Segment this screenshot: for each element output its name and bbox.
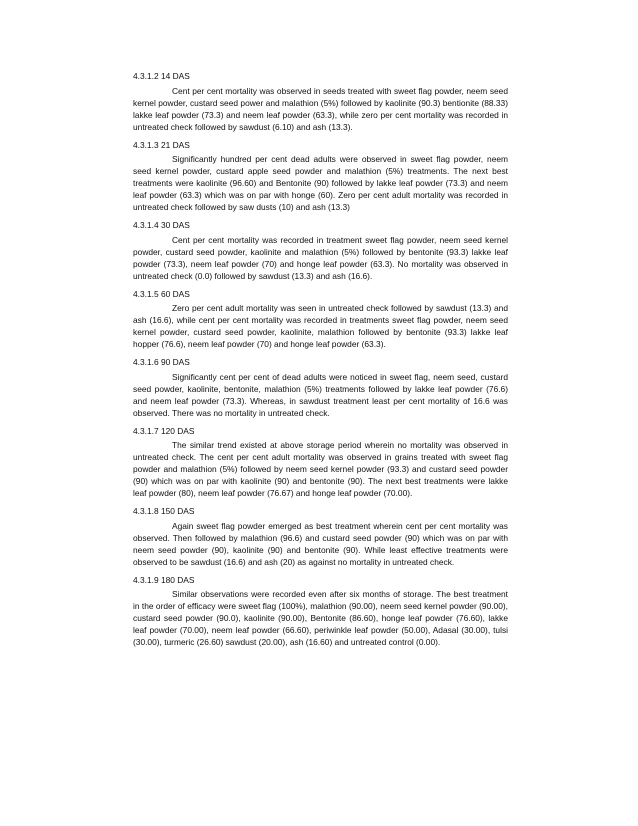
- section-heading: 4.3.1.3 21 DAS: [133, 139, 190, 150]
- section-heading: 4.3.1.6 90 DAS: [133, 357, 190, 368]
- section-paragraph: Cent per cent mortality was recorded in treatment sweet flag powder, neem seed kernel powder, custard seed powder, kaolinite and malathion (5%) followed by bentonite (93.3) lakke leaf powder (73.3), neem leaf powder (70) and honge leaf powder (63.3). No mortality was observed in untreated check (0.0) followed by sawdust (13.3) and ash (16.6).: [133, 234, 508, 281]
- section-paragraph: Significantly hundred per cent dead adults were observed in sweet flag powder, neem seed kernel powder, custard apple seed powder and malathion (5%) treatments. The next best treatments were kaolinite (96.60) and Bentonite (90) followed by lakke leaf powder (73.3) and neem leaf powder (63.3) which was on par with honge (60). Zero per cent adult mortality was recorded in untreated check followed by saw dusts (10) and ash (13.3): [133, 154, 508, 213]
- section-30-das: [133, 220, 508, 283]
- section-60-das: [133, 289, 508, 352]
- section-90-das: [133, 357, 508, 420]
- section-180-das: [133, 575, 508, 649]
- section-paragraph: The similar trend existed at above storage period wherein no mortality was observed in untreated check. The cent per cent adult mortality was observed in grains treated with sweet flag powder and malathion (5%) followed by neem seed kernel powder (93.3) and custard seed powder (90) which was on par with kaolinite (90) and bentonite (90). The next best treatments were lakke leaf powder (80), neem leaf powder (76.67) and honge leaf powder (70.00).: [133, 440, 508, 499]
- section-21-das: [133, 140, 508, 214]
- section-paragraph: Significantly cent per cent of dead adults were noticed in sweet flag, neem seed, custard seed powder, kaolinite, bentonite, malathion (5%) treatments followed by lakke leaf powder (76.6) and neem leaf powder (73.3). Whereas, in sawdust treatment least per cent mortality of 16.6 was observed. There was no mortality in untreated check.: [133, 371, 508, 418]
- section-paragraph: Cent per cent mortality was observed in seeds treated with sweet flag powder, neem seed kernel powder, custard seed power and malathion (5%) followed by kaolinite (90.3) bentionite (88.33) lakke leaf powder (73.3) and neem leaf powder (63.3), while zero per cent mortality was recorded in untreated check followed by sawdust (6.10) and ash (13.3).: [133, 85, 508, 132]
- section-heading: 4.3.1.7 120 DAS: [133, 425, 195, 436]
- section-14-das: [133, 71, 508, 134]
- section-heading: 4.3.1.9 180 DAS: [133, 574, 195, 585]
- section-120-das: [133, 426, 508, 500]
- section-paragraph: Zero per cent adult mortality was seen in untreated check followed by sawdust (13.3) and ash (16.6), while cent per cent mortality was recorded in treatments sweet flag powder, neem seed kernel powder, custard seed powder, kaolinite, malathion followed by bentonite (93.3) lakke leaf hopper (76.6), neem leaf powder (70) and honge leaf powder (63.3).: [133, 303, 508, 350]
- section-150-das: [133, 506, 508, 569]
- section-heading: 4.3.1.4 30 DAS: [133, 219, 190, 230]
- section-heading: 4.3.1.5 60 DAS: [133, 288, 190, 299]
- section-heading: 4.3.1.2 14 DAS: [133, 71, 190, 81]
- section-paragraph: Again sweet flag powder emerged as best treatment wherein cent per cent mortality was observed. Then followed by malathion (96.6) and custard seed powder (90) which was on par with neem seed powder (90), kaolinite (90) and bentonite (90). While least effective treatments were observed to be sawdust (16.6) and ash (20) as against no mortality in untreated check.: [133, 520, 508, 567]
- document-page: [133, 71, 508, 655]
- section-heading: 4.3.1.8 150 DAS: [133, 506, 195, 516]
- section-paragraph: Similar observations were recorded even after six months of storage. The best treatment in the order of efficacy were sweet flag (100%), malathion (90.00), neem seed kernel powder (90.00), custard seed powder (90.0), kaolinite (90.00), Bentonite (86.60), honge leaf powder (76.60), lakke leaf powder (70.00), neem leaf powder (66.60), periwinkle leaf powder (50.00), Adasal (30.00), tulsi (30.00), turmeric (26.60) sawdust (20.00), ash (16.60) and untreated control (0.00).: [133, 589, 508, 648]
